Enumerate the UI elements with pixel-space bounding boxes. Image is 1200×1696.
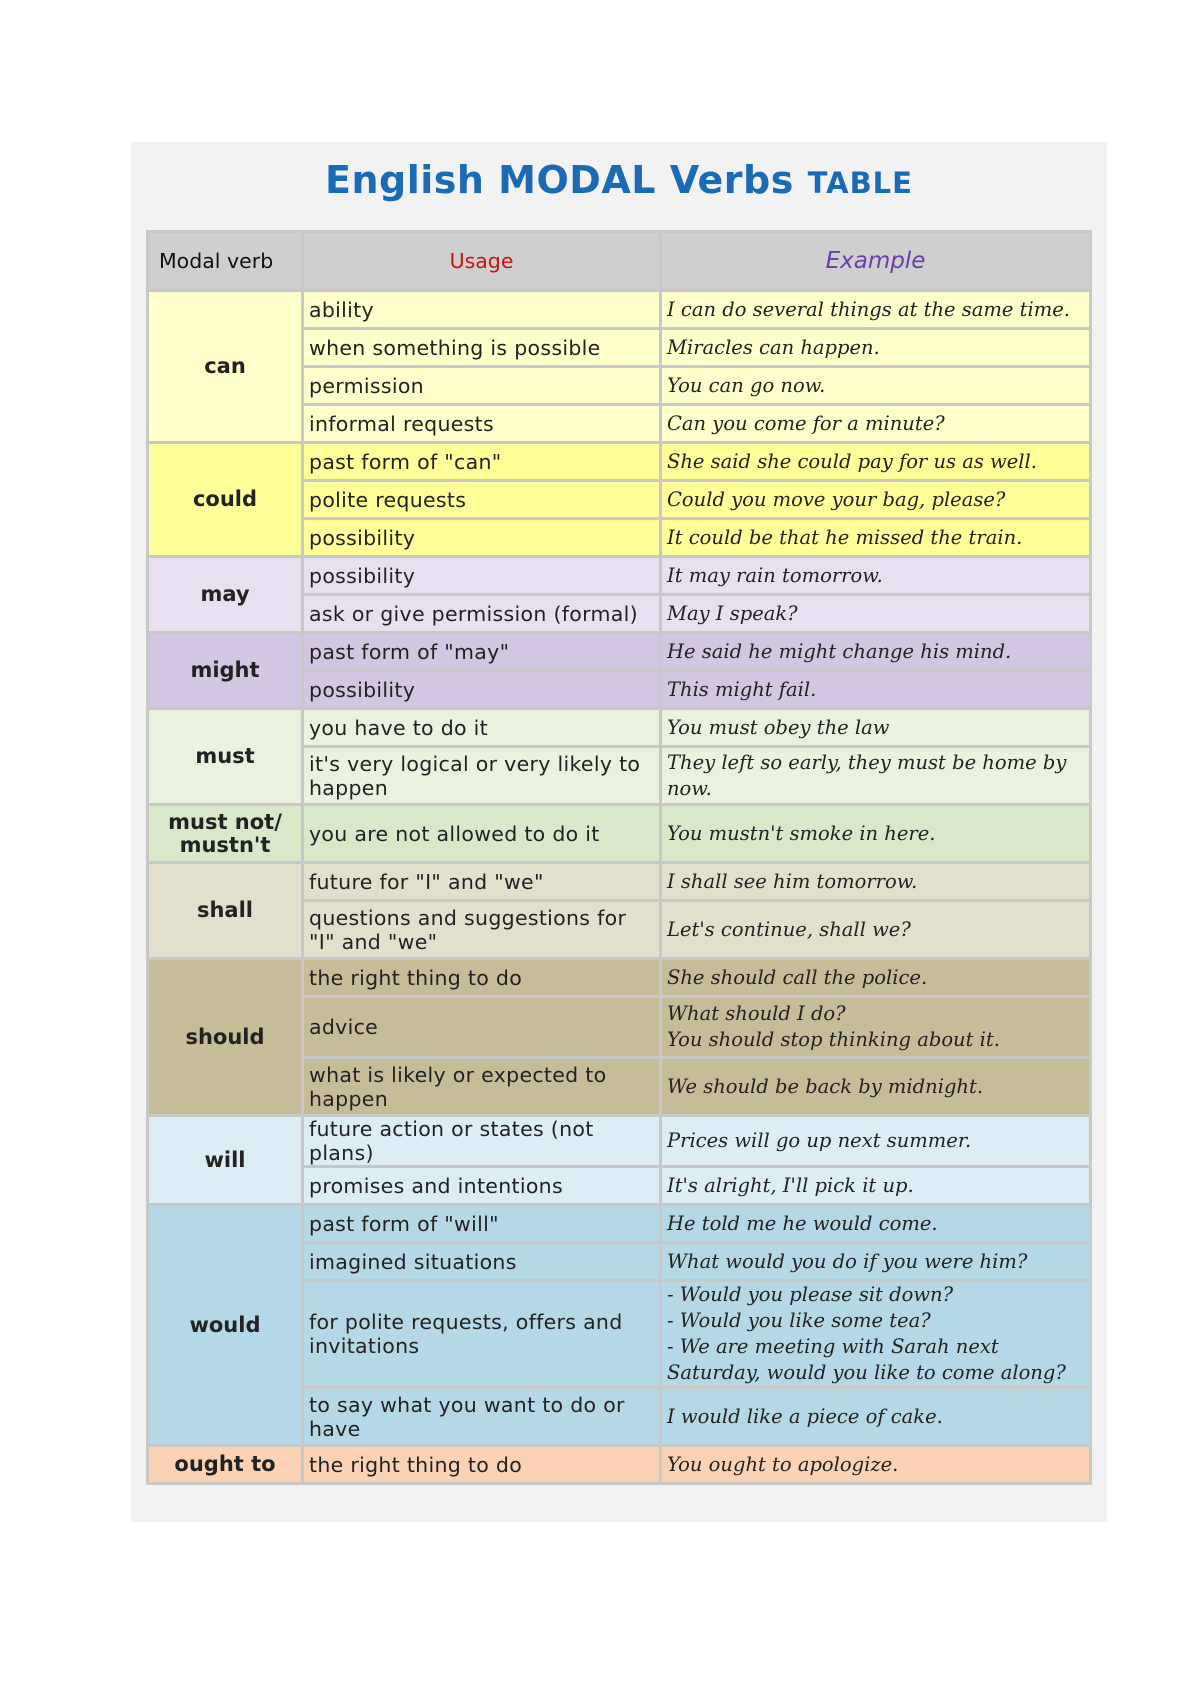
table-row [149, 710, 1089, 745]
example-cell: Can you come for a minute? [662, 406, 1089, 441]
example-cell: Miracles can happen. [662, 330, 1089, 365]
table-row [149, 634, 1089, 669]
usage-cell: polite requests [304, 482, 659, 517]
verb-cell-will: will [149, 1117, 301, 1203]
verb-cell-may: may [149, 558, 301, 631]
usage-cell: advice [304, 998, 659, 1056]
usage-cell: past form of "will" [304, 1206, 659, 1241]
usage-cell: questions and suggestions for "I" and "we" [304, 902, 659, 957]
example-cell: It may rain tomorrow. [662, 558, 1089, 593]
usage-cell: possibility [304, 520, 659, 555]
usage-cell: future for "I" and "we" [304, 864, 659, 899]
table-row [149, 806, 1089, 861]
usage-cell: past form of "may" [304, 634, 659, 669]
example-cell: He said he might change his mind. [662, 634, 1089, 669]
verb-cell-can: can [149, 292, 301, 441]
example-cell: Prices will go up next summer. [662, 1117, 1089, 1165]
example-cell: You must obey the law [662, 710, 1089, 745]
table-row [149, 864, 1089, 899]
table-row [149, 960, 1089, 995]
table-row [149, 1117, 1089, 1165]
usage-cell: ask or give permission (formal) [304, 596, 659, 631]
usage-cell: it's very logical or very likely to happen [304, 748, 659, 803]
example-cell: You ought to apologize. [662, 1447, 1089, 1482]
title-suffix: TABLE [807, 166, 913, 200]
table-row [149, 444, 1089, 479]
example-cell: What would you do if you were him? [662, 1244, 1089, 1279]
example-cell: Let's continue, shall we? [662, 902, 1089, 957]
verb-cell-must: must [149, 710, 301, 803]
usage-cell: you are not allowed to do it [304, 806, 659, 861]
table-row [149, 1447, 1089, 1482]
verb-cell-could: could [149, 444, 301, 555]
header-modal-verb: Modal verb [149, 233, 301, 289]
header-row [149, 233, 1089, 289]
usage-cell: to say what you want to do or have [304, 1389, 659, 1444]
table-row [149, 292, 1089, 327]
modal-verbs-panel [131, 142, 1107, 1522]
example-cell: She said she could pay for us as well. [662, 444, 1089, 479]
example-cell: He told me he would come. [662, 1206, 1089, 1241]
usage-cell: when something is possible [304, 330, 659, 365]
usage-cell: possibility [304, 558, 659, 593]
example-cell: What should I do? You should stop thinking about it. [662, 998, 1089, 1056]
usage-cell: what is likely or expected to happen [304, 1059, 659, 1114]
example-cell: You can go now. [662, 368, 1089, 403]
verb-cell-ought-to: ought to [149, 1447, 301, 1482]
usage-cell: past form of "can" [304, 444, 659, 479]
example-cell: It could be that he missed the train. [662, 520, 1089, 555]
usage-cell: the right thing to do [304, 960, 659, 995]
usage-cell: for polite requests, offers and invitations [304, 1282, 659, 1386]
example-cell: It's alright, I'll pick it up. [662, 1168, 1089, 1203]
usage-cell: informal requests [304, 406, 659, 441]
usage-cell: future action or states (not plans) [304, 1117, 659, 1165]
example-cell: They left so early, they must be home by now. [662, 748, 1089, 803]
usage-cell: promises and intentions [304, 1168, 659, 1203]
usage-cell: ability [304, 292, 659, 327]
verb-cell-would: would [149, 1206, 301, 1444]
page-title [131, 158, 1107, 202]
verb-cell-should: should [149, 960, 301, 1114]
table-row [149, 558, 1089, 593]
example-cell: Could you move your bag, please? [662, 482, 1089, 517]
example-cell: She should call the police. [662, 960, 1089, 995]
verb-cell-must-not: must not/ mustn't [149, 806, 301, 861]
usage-cell: possibility [304, 672, 659, 707]
modal-verbs-table [146, 230, 1092, 1485]
title-main: English MODAL Verbs [325, 158, 794, 202]
example-cell: We should be back by midnight. [662, 1059, 1089, 1114]
example-cell: May I speak? [662, 596, 1089, 631]
example-cell: I can do several things at the same time. [662, 292, 1089, 327]
usage-cell: you have to do it [304, 710, 659, 745]
example-cell: - Would you please sit down? - Would you like some tea? - We are meeting with Sarah next Saturday, would you like to come along? [662, 1282, 1089, 1386]
usage-cell: permission [304, 368, 659, 403]
example-cell: I would like a piece of cake. [662, 1389, 1089, 1444]
verb-cell-might: might [149, 634, 301, 707]
example-cell: This might fail. [662, 672, 1089, 707]
example-cell: I shall see him tomorrow. [662, 864, 1089, 899]
header-example: Example [662, 233, 1089, 289]
table-row [149, 1206, 1089, 1241]
verb-cell-shall: shall [149, 864, 301, 957]
usage-cell: the right thing to do [304, 1447, 659, 1482]
usage-cell: imagined situations [304, 1244, 659, 1279]
header-usage: Usage [304, 233, 659, 289]
example-cell: You mustn't smoke in here. [662, 806, 1089, 861]
